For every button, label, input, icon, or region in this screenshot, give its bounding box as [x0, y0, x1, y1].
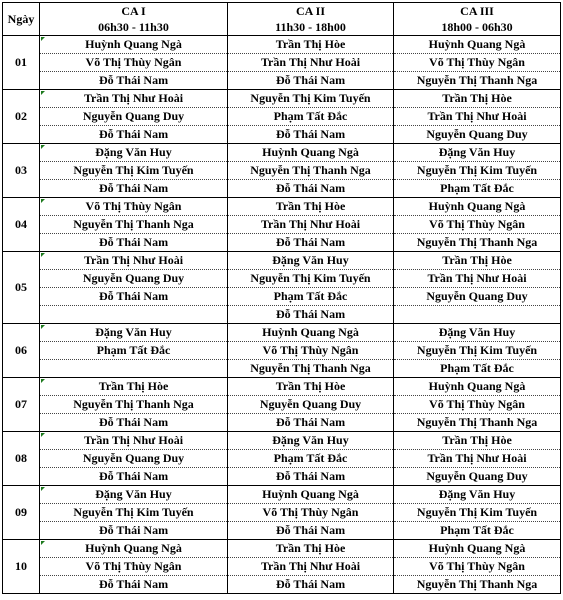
staff-name-cell: Nguyễn Thị Thanh Nga: [228, 360, 394, 378]
staff-name-cell: Huỳnh Quang Ngà: [394, 198, 561, 216]
staff-name-cell: Đỗ Thái Nam: [40, 576, 228, 594]
staff-name-cell: Võ Thị Thùy Ngân: [40, 558, 228, 576]
staff-name-cell: Trần Thị Như Hoài: [40, 252, 228, 270]
shift-2-name: CA II: [228, 3, 394, 20]
staff-name-cell: Nguyễn Thị Thanh Nga: [228, 162, 394, 180]
table-row: [3, 270, 561, 288]
staff-name-cell: Phạm Tất Đắc: [228, 288, 394, 306]
staff-name-cell: Trần Thị Như Hoài: [228, 216, 394, 234]
staff-name-cell: Võ Thị Thùy Ngân: [40, 54, 228, 72]
staff-name-cell: Đỗ Thái Nam: [228, 306, 394, 324]
shift-2-time: 11h30 - 18h00: [228, 19, 394, 36]
staff-name-cell: Đỗ Thái Nam: [228, 468, 394, 486]
staff-name-cell: Võ Thị Thùy Ngân: [40, 198, 228, 216]
staff-name-cell: [394, 306, 561, 324]
staff-name-cell: Đặng Văn Huy: [228, 252, 394, 270]
roster-body: [3, 36, 561, 594]
staff-name-cell: [40, 360, 228, 378]
staff-name-cell: Nguyễn Quang Duy: [40, 270, 228, 288]
staff-name-cell: Huỳnh Quang Ngà: [228, 324, 394, 342]
staff-name-cell: Đỗ Thái Nam: [40, 468, 228, 486]
staff-name-cell: Trần Thị Như Hoài: [40, 432, 228, 450]
staff-name-cell: Trần Thị Như Hoài: [394, 450, 561, 468]
shift-3-time: 18h00 - 06h30: [394, 19, 561, 36]
table-row: [3, 144, 561, 162]
table-row: [3, 468, 561, 486]
staff-name-cell: Nguyễn Quang Duy: [394, 126, 561, 144]
staff-name-cell: Võ Thị Thùy Ngân: [228, 342, 394, 360]
shift-3-name: CA III: [394, 3, 561, 20]
table-row: [3, 36, 561, 54]
table-row: [3, 126, 561, 144]
table-row: [3, 288, 561, 306]
staff-name-cell: Đặng Văn Huy: [40, 144, 228, 162]
staff-name-cell: Nguyễn Thị Kim Tuyến: [228, 270, 394, 288]
shift-1-time: 06h30 - 11h30: [40, 19, 228, 36]
day-number: 10: [3, 540, 40, 594]
day-number: 06: [3, 324, 40, 378]
table-row: [3, 540, 561, 558]
cell-comment-marker: [41, 325, 45, 329]
staff-name-cell: Võ Thị Thùy Ngân: [394, 396, 561, 414]
staff-name-cell: Trần Thị Hòe: [394, 252, 561, 270]
cell-comment-marker: [41, 433, 45, 437]
table-row: [3, 486, 561, 504]
staff-name-cell: Huỳnh Quang Ngà: [40, 540, 228, 558]
table-row: [3, 306, 561, 324]
table-row: [3, 180, 561, 198]
staff-name-cell: Đặng Văn Huy: [40, 486, 228, 504]
staff-name-cell: Nguyễn Thị Kim Tuyến: [40, 162, 228, 180]
table-row: [3, 324, 561, 342]
staff-name-cell: Đỗ Thái Nam: [40, 522, 228, 540]
staff-name-cell: Đặng Văn Huy: [394, 324, 561, 342]
staff-name-cell: [40, 306, 228, 324]
staff-name-cell: Nguyễn Thị Kim Tuyến: [394, 504, 561, 522]
staff-name-cell: Nguyễn Thị Thanh Nga: [40, 396, 228, 414]
table-row: [3, 198, 561, 216]
table-row: [3, 378, 561, 396]
staff-name-cell: Trần Thị Như Hoài: [40, 90, 228, 108]
staff-name-cell: Đỗ Thái Nam: [228, 234, 394, 252]
staff-name-cell: Đặng Văn Huy: [40, 324, 228, 342]
staff-name-cell: Trần Thị Hòe: [40, 378, 228, 396]
staff-name-cell: Đỗ Thái Nam: [228, 180, 394, 198]
staff-name-cell: Nguyễn Quang Duy: [394, 288, 561, 306]
cell-comment-marker: [41, 145, 45, 149]
table-row: [3, 54, 561, 72]
table-row: [3, 432, 561, 450]
cell-comment-marker: [41, 379, 45, 383]
staff-name-cell: Trần Thị Hòe: [394, 432, 561, 450]
staff-name-cell: Phạm Tất Đắc: [228, 450, 394, 468]
cell-comment-marker: [41, 253, 45, 257]
staff-name-cell: Trần Thị Hòe: [228, 36, 394, 54]
day-number: 08: [3, 432, 40, 486]
staff-name-cell: Võ Thị Thùy Ngân: [394, 558, 561, 576]
table-row: [3, 360, 561, 378]
table-row: [3, 504, 561, 522]
table-row: [3, 450, 561, 468]
table-row: [3, 108, 561, 126]
staff-name-cell: Nguyễn Thị Thanh Nga: [394, 576, 561, 594]
shift-1-name: CA I: [40, 3, 228, 20]
cell-comment-marker: [41, 541, 45, 545]
staff-name-cell: Đỗ Thái Nam: [40, 288, 228, 306]
table-row: [3, 414, 561, 432]
staff-name-cell: Phạm Tất Đắc: [394, 522, 561, 540]
staff-name-cell: Huỳnh Quang Ngà: [228, 144, 394, 162]
staff-name-cell: Phạm Tất Đắc: [40, 342, 228, 360]
staff-name-cell: Phạm Tất Đắc: [394, 360, 561, 378]
staff-name-cell: Trần Thị Hòe: [228, 198, 394, 216]
staff-name-cell: Đặng Văn Huy: [394, 486, 561, 504]
staff-name-cell: Nguyễn Quang Duy: [394, 468, 561, 486]
staff-name-cell: Đỗ Thái Nam: [228, 522, 394, 540]
cell-comment-marker: [41, 199, 45, 203]
staff-name-cell: Đỗ Thái Nam: [40, 180, 228, 198]
staff-name-cell: Nguyễn Quang Duy: [40, 108, 228, 126]
cell-comment-marker: [41, 37, 45, 41]
staff-name-cell: Huỳnh Quang Ngà: [394, 540, 561, 558]
staff-name-cell: Võ Thị Thùy Ngân: [228, 504, 394, 522]
day-number: 07: [3, 378, 40, 432]
staff-name-cell: Nguyễn Thị Kim Tuyến: [40, 504, 228, 522]
staff-name-cell: Nguyễn Thị Kim Tuyến: [394, 342, 561, 360]
staff-name-cell: Đỗ Thái Nam: [228, 126, 394, 144]
staff-name-cell: Trần Thị Như Hoài: [228, 54, 394, 72]
day-number: 04: [3, 198, 40, 252]
day-number: 03: [3, 144, 40, 198]
staff-name-cell: Đỗ Thái Nam: [40, 126, 228, 144]
staff-name-cell: Huỳnh Quang Ngà: [228, 486, 394, 504]
table-row: [3, 216, 561, 234]
staff-name-cell: Trần Thị Như Hoài: [228, 558, 394, 576]
staff-name-cell: Đặng Văn Huy: [228, 432, 394, 450]
table-row: [3, 234, 561, 252]
table-row: [3, 342, 561, 360]
day-number: 05: [3, 252, 40, 324]
staff-name-cell: Trần Thị Hòe: [228, 378, 394, 396]
staff-name-cell: Nguyễn Quang Duy: [40, 450, 228, 468]
table-row: [3, 522, 561, 540]
staff-name-cell: Nguyễn Thị Kim Tuyến: [394, 162, 561, 180]
staff-name-cell: Nguyễn Quang Duy: [228, 396, 394, 414]
staff-name-cell: Trần Thị Hòe: [228, 540, 394, 558]
day-number: 02: [3, 90, 40, 144]
staff-name-cell: Đỗ Thái Nam: [228, 576, 394, 594]
staff-name-cell: Đỗ Thái Nam: [40, 72, 228, 90]
table-row: [3, 72, 561, 90]
staff-name-cell: Trần Thị Như Hoài: [394, 270, 561, 288]
staff-name-cell: Nguyễn Thị Thanh Nga: [394, 234, 561, 252]
staff-name-cell: Nguyễn Thị Thanh Nga: [394, 72, 561, 90]
staff-name-cell: Nguyễn Thị Kim Tuyến: [228, 90, 394, 108]
staff-name-cell: Võ Thị Thùy Ngân: [394, 216, 561, 234]
staff-name-cell: Huỳnh Quang Ngà: [394, 378, 561, 396]
table-row: [3, 252, 561, 270]
cell-comment-marker: [41, 91, 45, 95]
cell-comment-marker: [41, 487, 45, 491]
staff-name-cell: Huỳnh Quang Ngà: [40, 36, 228, 54]
table-row: [3, 558, 561, 576]
table-row: [3, 162, 561, 180]
duty-roster-table: [2, 2, 561, 594]
staff-name-cell: Đỗ Thái Nam: [40, 414, 228, 432]
table-row: [3, 576, 561, 594]
staff-name-cell: Trần Thị Hòe: [394, 90, 561, 108]
staff-name-cell: Phạm Tất Đắc: [228, 108, 394, 126]
staff-name-cell: Võ Thị Thùy Ngân: [394, 54, 561, 72]
staff-name-cell: Trần Thị Như Hoài: [394, 108, 561, 126]
day-column-header: Ngày: [3, 3, 40, 36]
staff-name-cell: Huỳnh Quang Ngà: [394, 36, 561, 54]
table-row: [3, 396, 561, 414]
staff-name-cell: Đỗ Thái Nam: [228, 72, 394, 90]
day-number: 09: [3, 486, 40, 540]
day-number: 01: [3, 36, 40, 90]
roster-header: [3, 3, 561, 36]
staff-name-cell: Nguyễn Thị Thanh Nga: [40, 216, 228, 234]
staff-name-cell: Đặng Văn Huy: [394, 144, 561, 162]
staff-name-cell: Phạm Tất Đắc: [394, 180, 561, 198]
table-row: [3, 90, 561, 108]
staff-name-cell: Đỗ Thái Nam: [228, 414, 394, 432]
staff-name-cell: Đỗ Thái Nam: [40, 234, 228, 252]
staff-name-cell: Nguyễn Thị Thanh Nga: [394, 414, 561, 432]
